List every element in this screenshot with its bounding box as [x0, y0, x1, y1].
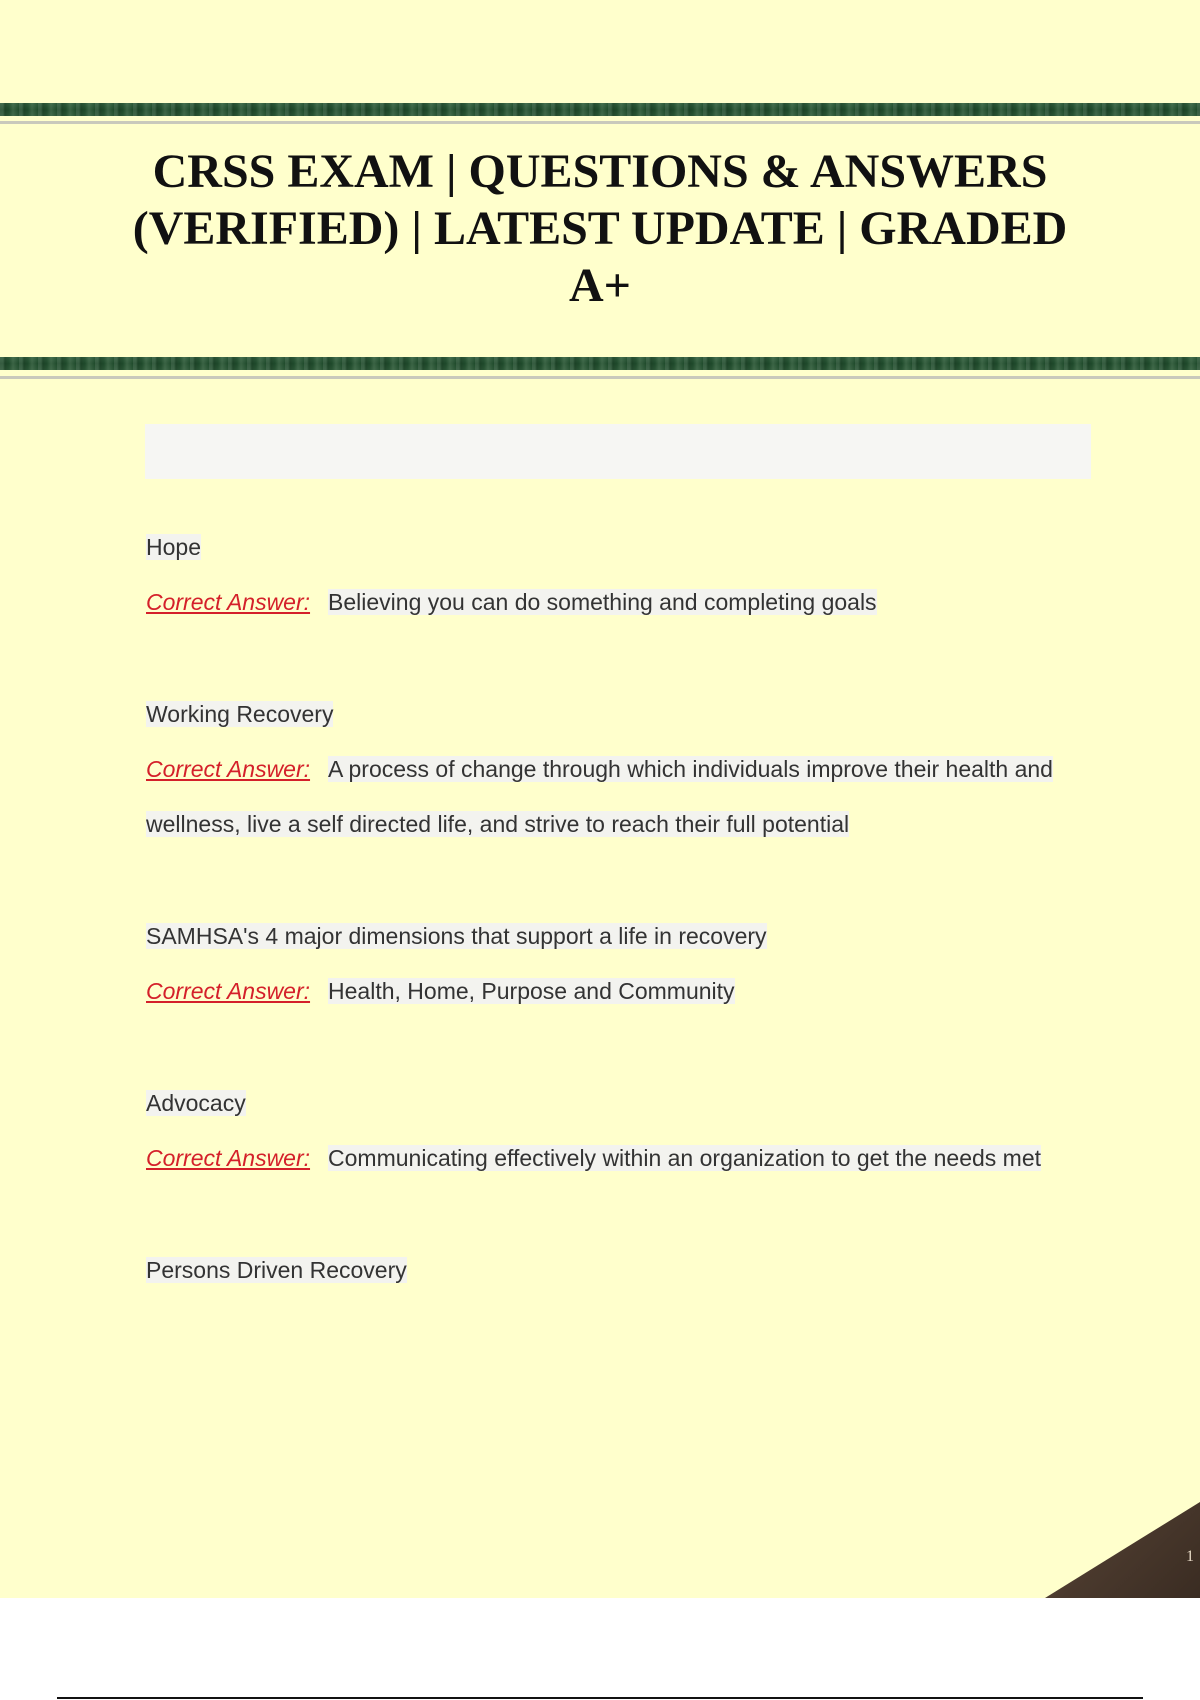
blank-banner-box	[145, 424, 1091, 479]
qa-item	[146, 520, 1066, 630]
answer-line	[146, 964, 1066, 1019]
question-text: Advocacy	[146, 1090, 246, 1116]
answer-text: Health, Home, Purpose and Community	[328, 978, 735, 1004]
document-title: CRSS EXAM | QUESTIONS & ANSWERS (VERIFIED) | LATEST UPDATE | GRADED A+	[132, 145, 1068, 312]
header-rule-bottom	[0, 376, 1200, 379]
qa-item	[146, 1243, 1066, 1298]
footer-rule	[57, 1697, 1143, 1699]
header-band-top	[0, 103, 1200, 116]
qa-list	[146, 520, 1066, 1355]
qa-item	[146, 687, 1066, 852]
correct-answer-label: Correct Answer:	[146, 1145, 311, 1171]
qa-item	[146, 909, 1066, 1019]
page-corner-decoration	[1045, 1502, 1200, 1598]
page-number: 1	[1186, 1548, 1194, 1565]
answer-line	[146, 1131, 1066, 1186]
question-text: Persons Driven Recovery	[146, 1257, 407, 1283]
correct-answer-label: Correct Answer:	[146, 589, 311, 615]
answer-line	[146, 742, 1066, 852]
answer-text: Communicating effectively within an organization to get the needs met	[328, 1145, 1042, 1171]
question-text: Hope	[146, 534, 201, 560]
answer-text: A process of change through which individuals improve their health and wellness, live a self directed life, and strive to reach their full potential	[146, 756, 1053, 837]
question-text: SAMHSA's 4 major dimensions that support a life in recovery	[146, 923, 767, 949]
qa-item	[146, 1076, 1066, 1186]
correct-answer-label: Correct Answer:	[146, 756, 311, 782]
header-rule-top	[0, 121, 1200, 124]
answer-text: Believing you can do something and completing goals	[328, 589, 877, 615]
correct-answer-label: Correct Answer:	[146, 978, 311, 1004]
answer-line	[146, 575, 1066, 630]
question-text: Working Recovery	[146, 701, 334, 727]
header-band-bottom	[0, 357, 1200, 370]
